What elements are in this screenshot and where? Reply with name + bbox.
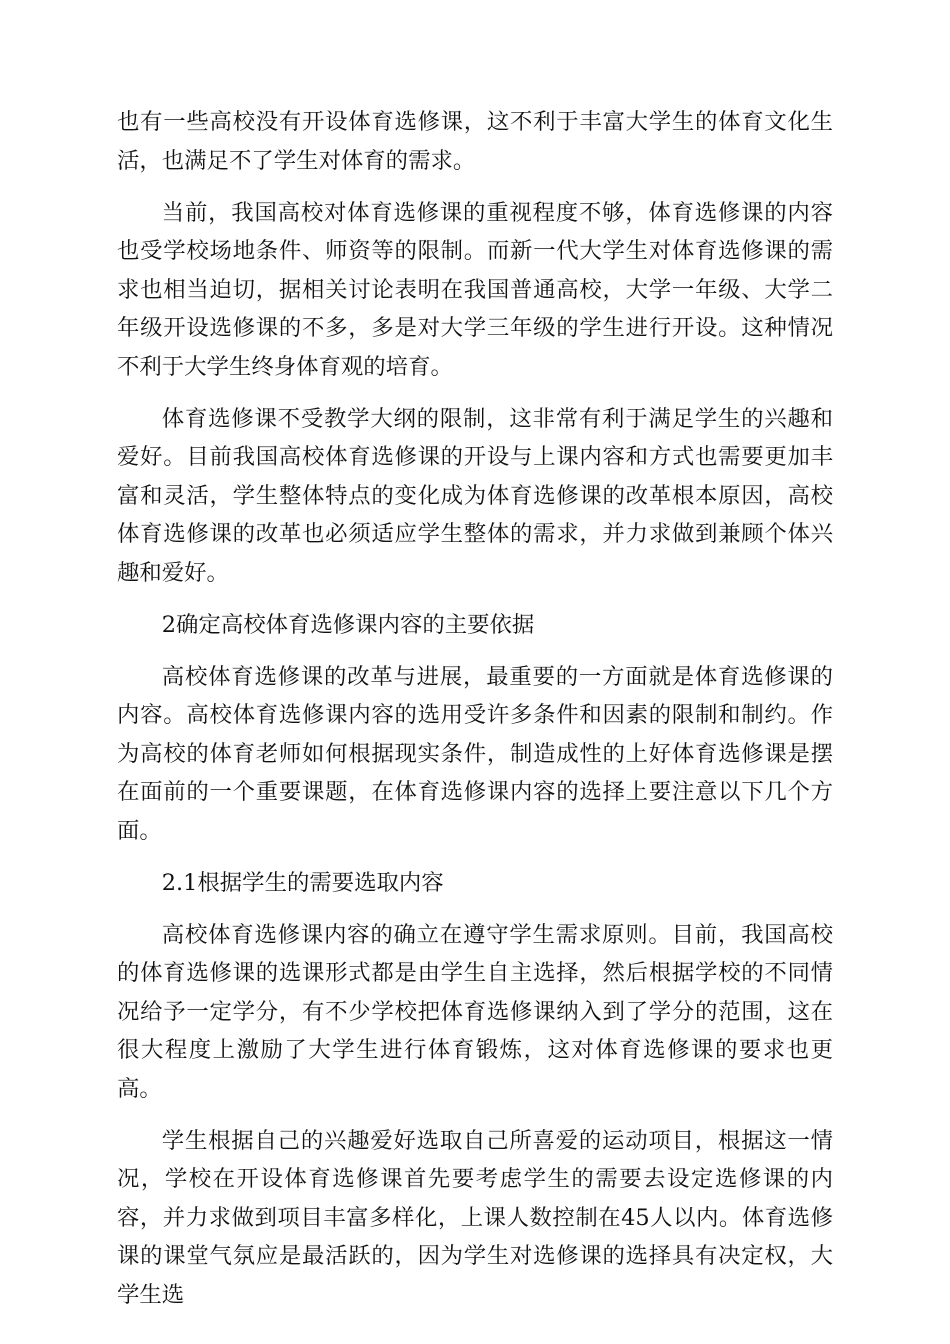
- subsection-heading: 2.1根据学生的需要选取内容: [161, 869, 444, 896]
- section-heading: 2确定高校体育选修课内容的主要依据: [161, 611, 535, 638]
- paragraph: 当前，我国高校对体育选修课的重视程度不够，体育选修课的内容也受学校场地条件、师资等的限制。而新一代大学生对体育选修课的需求也相当迫切，据相关讨论表明在我国普通高校，大学一年级、大学二年级开设选修课的不多，多是对大学三年级的学生进行开设。这种情况不利于大学生终身体育观的培育。: [117, 199, 833, 380]
- paragraph: 高校体育选修课的改革与进展，最重要的一方面就是体育选修课的内容。高校体育选修课内容的选用受许多条件和因素的限制和制约。作为高校的体育老师如何根据现实条件，制造成性的上好体育选修课是摆在面前的一个重要课题，在体育选修课内容的选择上要注意以下几个方面。: [117, 663, 833, 844]
- paragraph: 高校体育选修课内容的确立在遵守学生需求原则。目前，我国高校的体育选修课的选课形式都是由学生自主选择，然后根据学校的不同情况给予一定学分，有不少学校把体育选修课纳入到了学分的范围，这在很大程度上激励了大学生进行体育锻炼，这对体育选修课的要求也更高。: [117, 921, 833, 1102]
- paragraph-continuation: 也有一些高校没有开设体育选修课，这不利于丰富大学生的体育文化生活，也满足不了学生对体育的需求。: [117, 109, 833, 174]
- paragraph: 学生根据自己的兴趣爱好选取自己所喜爱的运动项目，根据这一情况，学校在开设体育选修课首先要考虑学生的需要去设定选修课的内容，并力求做到项目丰富多样化，上课人数控制在45人以内。体育选修课的课堂气氛应是最活跃的，因为学生对选修课的选择具有决定权，大学生选: [117, 1127, 833, 1308]
- paragraph: 体育选修课不受教学大纲的限制，这非常有利于满足学生的兴趣和爱好。目前我国高校体育选修课的开设与上课内容和方式也需要更加丰富和灵活，学生整体特点的变化成为体育选修课的改革根本原因，高校体育选修课的改革也必须适应学生整体的需求，并力求做到兼顾个体兴趣和爱好。: [117, 405, 833, 586]
- document-page: [117, 103, 833, 1328]
